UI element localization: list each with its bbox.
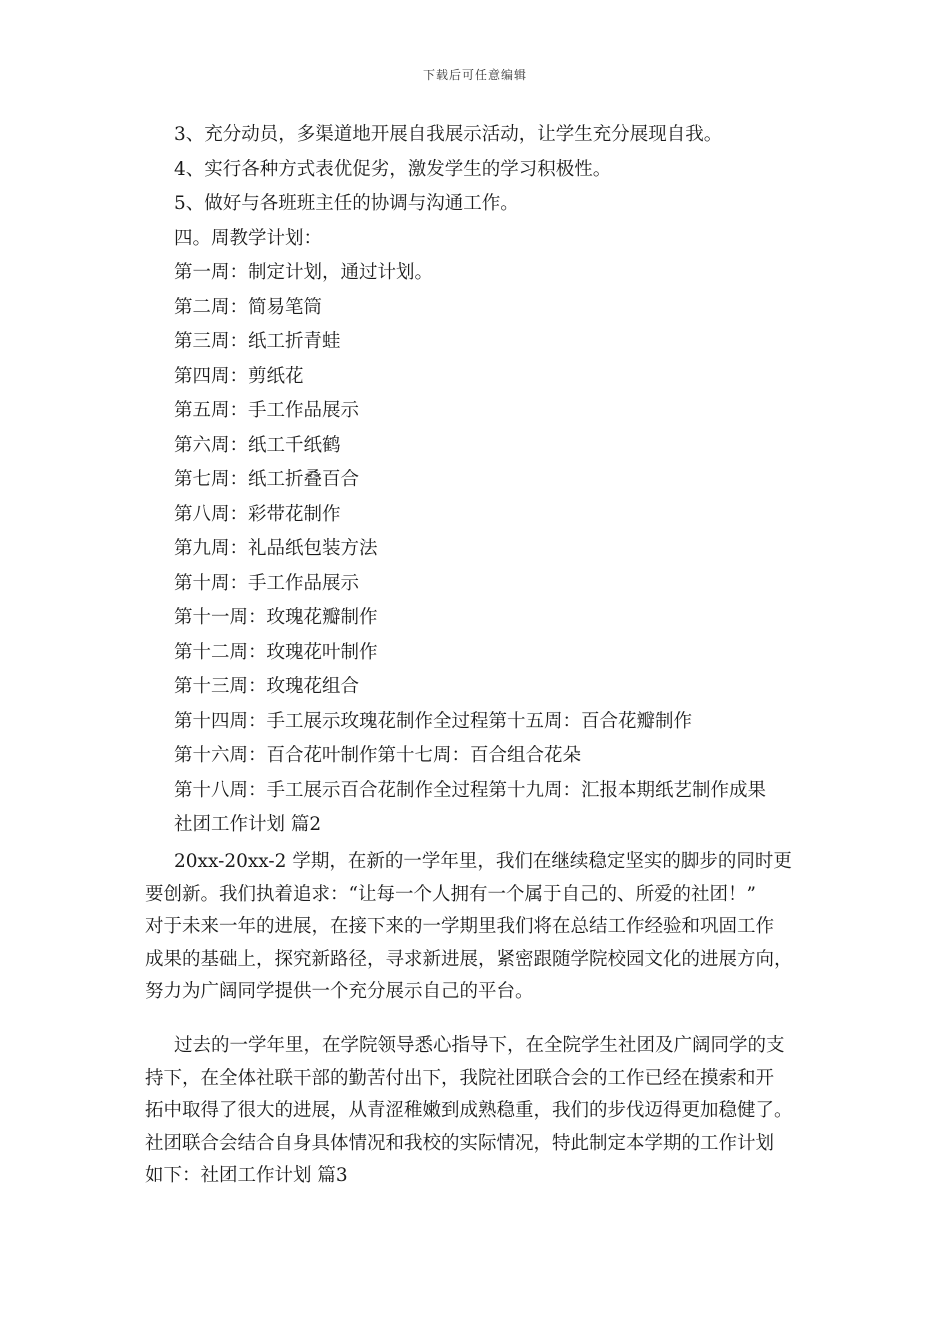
list-section [174, 118, 824, 843]
week-item: 第十二周：玫瑰花叶制作 [174, 641, 378, 663]
week-item: 第十三周：玫瑰花组合 [174, 676, 360, 697]
week-item: 第二周：简易笔筒 [174, 296, 323, 318]
section-title: 社团工作计划 篇2 [174, 814, 322, 835]
paragraph-2 [145, 1030, 824, 1193]
week-item: 第十四周：手工展示玫瑰花制作全过程第十五周：百合花瓣制作 [174, 710, 693, 732]
week-item: 第三周：纸工折青蛙 [174, 331, 341, 352]
week-item: 第四周：剪纸花 [174, 365, 304, 387]
week-item: 第六周：纸工千纸鹤 [174, 434, 341, 456]
section-heading: 四。周教学计划： [174, 227, 323, 249]
paragraph-line: 成果的基础上，探究新路径，寻求新进展，紧密跟随学院校园文化的进展方向， [145, 948, 793, 970]
paragraph-line: 持下，在全体社联干部的勤苦付出下，我院社团联合会的工作已经在摸索和开 [145, 1067, 775, 1089]
header-note: 下载后可任意编辑 [422, 68, 527, 82]
week-item: 第十八周：手工展示百合花制作全过程第十九周：汇报本期纸艺制作成果 [174, 779, 767, 801]
week-item: 第一周：制定计划，通过计划。 [174, 262, 434, 283]
week-item: 第十周：手工作品展示 [174, 572, 360, 594]
list-line: 3、充分动员，多渠道地开展自我展示活动，让学生充分展现自我。 [174, 124, 723, 145]
paragraph-line: 20xx-20xx-2 学期，在新的一学年里，我们在继续稳定坚实的脚步的同时更 [174, 851, 792, 872]
week-item: 第十六周：百合花叶制作第十七周：百合组合花朵 [174, 745, 582, 766]
paragraph-line: 努力为广阔同学提供一个充分展示自己的平台。 [145, 981, 534, 1002]
week-item: 第五周：手工作品展示 [174, 400, 360, 421]
week-item: 第七周：纸工折叠百合 [174, 469, 360, 490]
paragraph-line: 拓中取得了很大的进展，从青涩稚嫩到成熟稳重，我们的步伐迈得更加稳健了。 [145, 1100, 793, 1121]
list-line: 4、实行各种方式表优促劣，激发学生的学习积极性。 [174, 158, 612, 180]
list-line: 5、做好与各班班主任的协调与沟通工作。 [174, 193, 519, 214]
week-item: 第九周：礼品纸包装方法 [174, 538, 378, 559]
paragraph-line: 过去的一学年里，在学院领导悉心指导下，在全院学生社团及广阔同学的支 [174, 1035, 785, 1056]
paragraph-line: 如下：社团工作计划 篇3 [145, 1165, 348, 1186]
paragraph-line: 要创新。我们执着追求：“让每一个人拥有一个属于自己的、所爱的社团！” [145, 883, 756, 905]
week-item: 第八周：彩带花制作 [174, 503, 341, 525]
week-item: 第十一周：玫瑰花瓣制作 [174, 607, 378, 628]
paragraph-line: 社团联合会结合自身具体情况和我校的实际情况，特此制定本学期的工作计划 [145, 1132, 775, 1154]
paragraph-line: 对于未来一年的进展，在接下来的一学期里我们将在总结工作经验和巩固工作 [145, 916, 775, 937]
paragraph-1 [145, 846, 824, 1009]
